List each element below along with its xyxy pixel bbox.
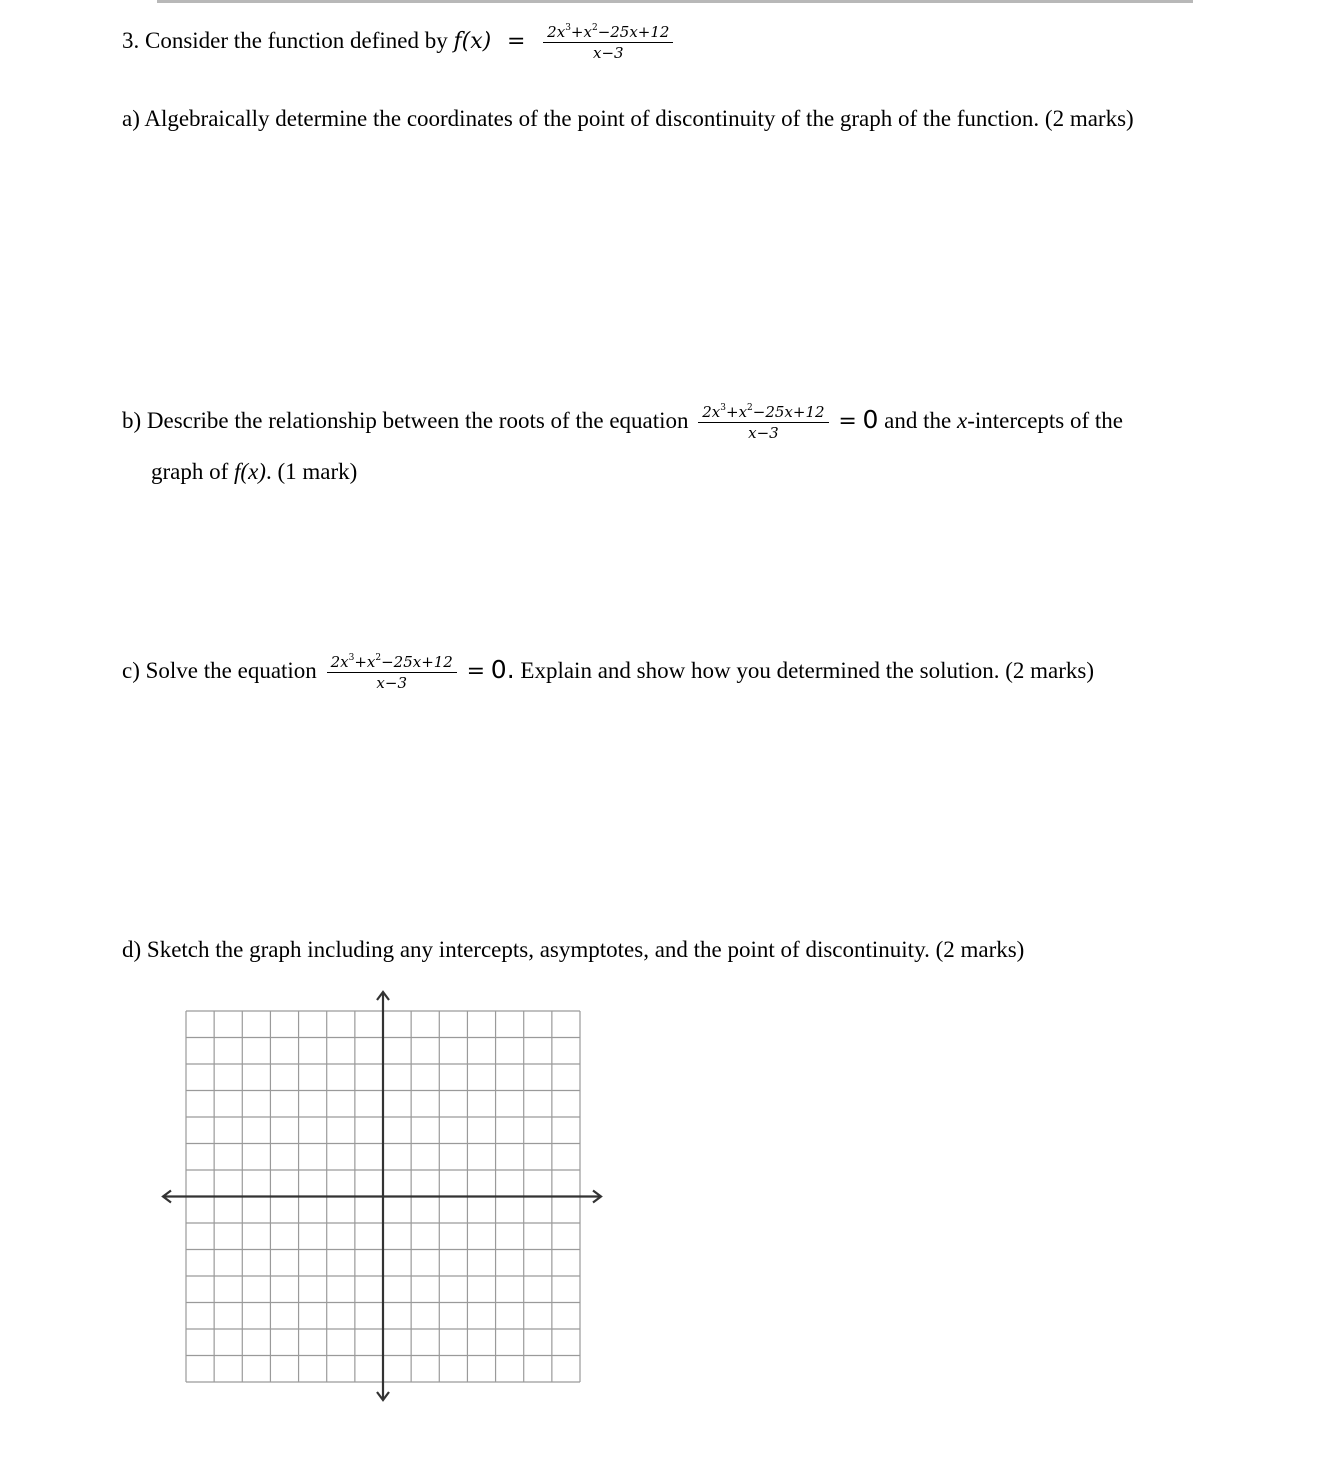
part-c-equals: = [466, 658, 486, 684]
blank-coordinate-grid [155, 985, 615, 1410]
x-variable: x [956, 407, 968, 433]
part-b-line-1: b) Describe the relationship between the roots of the equation $\frac{2x^3+x^2-25x+12}{x-3}$ = 0 and the x-intercepts of the [122, 403, 1124, 442]
part-c-post: Explain and show how you determined the solution. (2 marks) [520, 657, 1095, 683]
part-b-equals: = [838, 408, 857, 434]
fraction-denominator: x−3 [593, 44, 624, 62]
part-b-line-2: graph of f(x). (1 mark) [151, 459, 358, 484]
part-c-zero: 0. [490, 654, 515, 684]
part-b-pre: b) Describe the relationship between the roots of the equation [122, 407, 689, 433]
question-intro: 3. Consider the function defined by [122, 27, 448, 53]
function-name: f(x) [453, 28, 492, 54]
part-b-zero: 0 [862, 404, 879, 434]
axes [163, 992, 601, 1400]
part-a-text: a) Algebraically determine the coordinates of the point of discontinuity of the graph of the function. (2 marks) [122, 106, 1134, 131]
question-stem [122, 24, 677, 61]
top-rule [157, 0, 1193, 3]
part-d-text: d) Sketch the graph including any intercepts, asymptotes, and the point of discontinuity. (2 marks) [122, 937, 1025, 962]
part-b-fx: f(x) [234, 459, 266, 484]
function-fraction [543, 24, 673, 61]
part-c-pre: c) Solve the equation [122, 657, 317, 683]
equals-sign: = [506, 28, 526, 54]
fraction-numerator: $2x^3+x^2-25x+12$ [543, 24, 673, 43]
part-c-fraction: $\frac{2x^3+x^2-25x+12}{x-3}$ [327, 654, 457, 691]
part-c-text [122, 654, 1094, 691]
part-b-fraction: $\frac{2x^3+x^2-25x+12}{x-3}$ [698, 404, 828, 441]
